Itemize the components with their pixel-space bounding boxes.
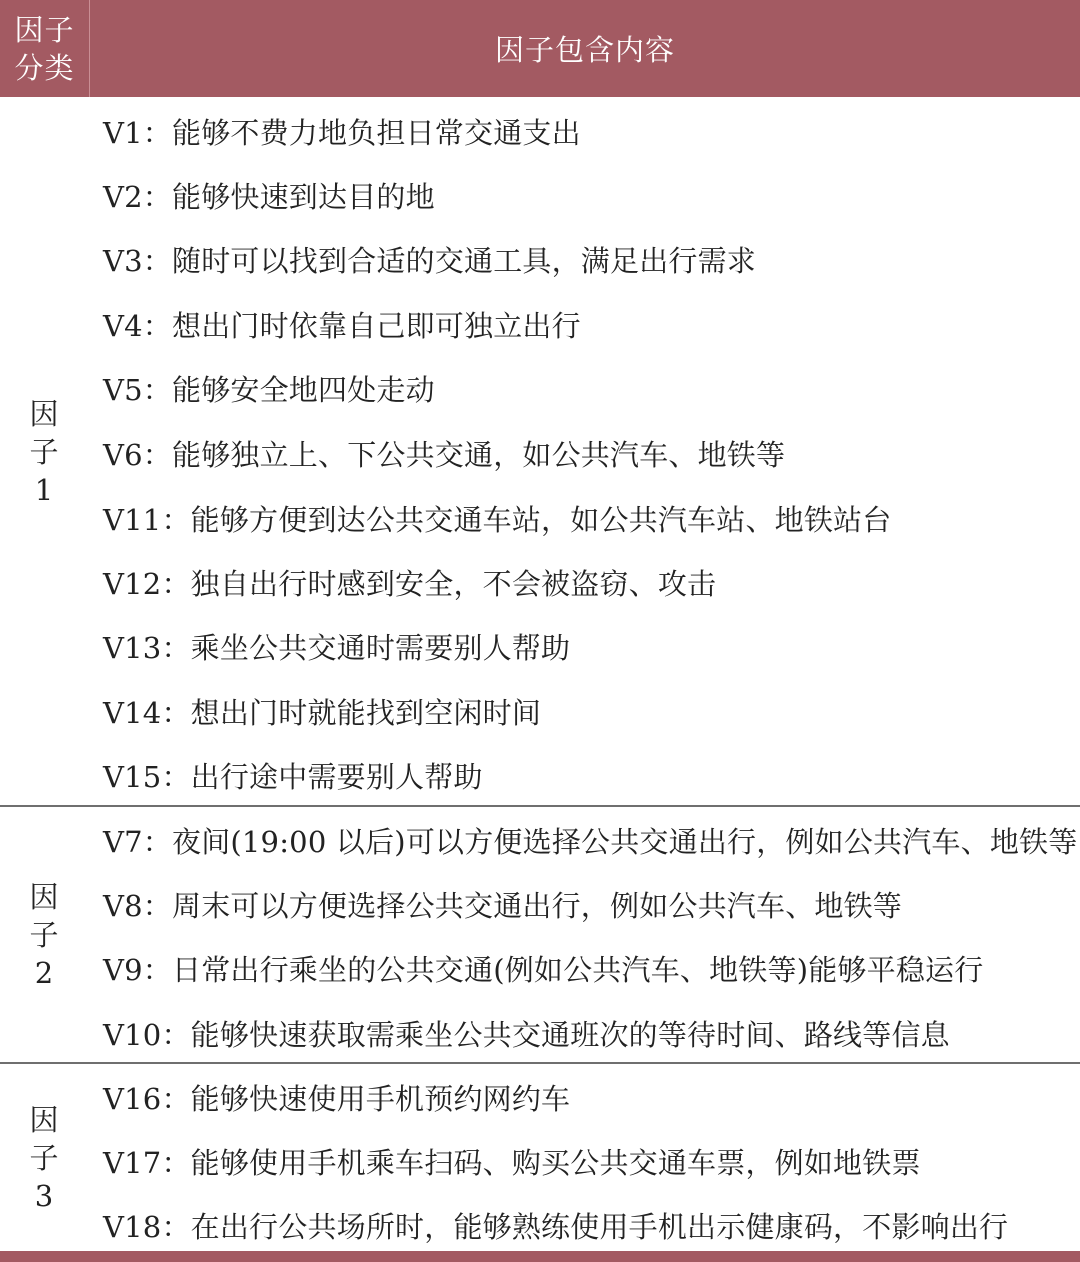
table-row: V13：乘坐公共交通时需要别人帮助 [103, 630, 571, 665]
factor-group-3 [0, 1064, 1080, 1251]
group-label-char: 因 [29, 880, 59, 914]
group-label-char: 子 [29, 434, 59, 469]
table-row: V3：随时可以找到合适的交通工具，满足出行需求 [103, 243, 756, 278]
table-row: V12：独自出行时感到安全，不会被盗窃、攻击 [103, 566, 717, 601]
group-label-char: 因 [29, 396, 59, 431]
table-row: V4：想出门时依靠自己即可独立出行 [103, 308, 581, 343]
table-row: V15：出行途中需要别人帮助 [103, 759, 483, 794]
group-label-char: 子 [29, 918, 59, 952]
factor-group-1 [0, 97, 1080, 806]
table-row: V2：能够快速到达目的地 [103, 179, 435, 214]
factor-group-label [0, 807, 88, 1063]
factor-group-2 [0, 807, 1080, 1063]
header-factor-category-line2: 分类 [14, 50, 75, 85]
header-factor-category-line1: 因子 [14, 12, 75, 47]
header-factor-content: 因子包含内容 [494, 33, 675, 67]
table-row: V1：能够不费力地负担日常交通支出 [103, 115, 581, 150]
table-row: V16：能够快速使用手机预约网约车 [103, 1081, 571, 1116]
table-row: V9：日常出行乘坐的公共交通(例如公共汽车、地铁等)能够平稳运行 [103, 952, 984, 987]
table-row: V11：能够方便到达公共交通车站，如公共汽车站、地铁站台 [103, 502, 892, 537]
group-label-char: 3 [34, 1178, 54, 1213]
group-label-char: 2 [34, 956, 54, 990]
table-bottom-border [0, 1251, 1080, 1262]
table-row: V10：能够快速获取需乘坐公共交通班次的等待时间、路线等信息 [103, 1017, 950, 1052]
factor-group-label [0, 97, 88, 806]
table-row: V5：能够安全地四处走动 [103, 372, 435, 407]
table-row: V8：周末可以方便选择公共交通出行，例如公共汽车、地铁等 [103, 888, 902, 923]
table-row: V14：想出门时就能找到空闲时间 [103, 695, 542, 730]
table-row: V7：夜间(19:00 以后)可以方便选择公共交通出行，例如公共汽车、地铁等 [103, 824, 1078, 859]
factor-group-label [0, 1064, 88, 1251]
table-row: V17：能够使用手机乘车扫码、购买公共交通车票，例如地铁票 [103, 1145, 921, 1180]
group-label-char: 子 [29, 1140, 59, 1175]
table-row: V18：在出行公共场所时，能够熟练使用手机出示健康码，不影响出行 [103, 1209, 1009, 1244]
group-label-char: 1 [34, 472, 54, 507]
table-header [0, 0, 1080, 97]
group-label-char: 因 [29, 1102, 59, 1137]
header-factor-category [0, 0, 90, 97]
table-row: V6：能够独立上、下公共交通，如公共汽车、地铁等 [103, 437, 786, 472]
